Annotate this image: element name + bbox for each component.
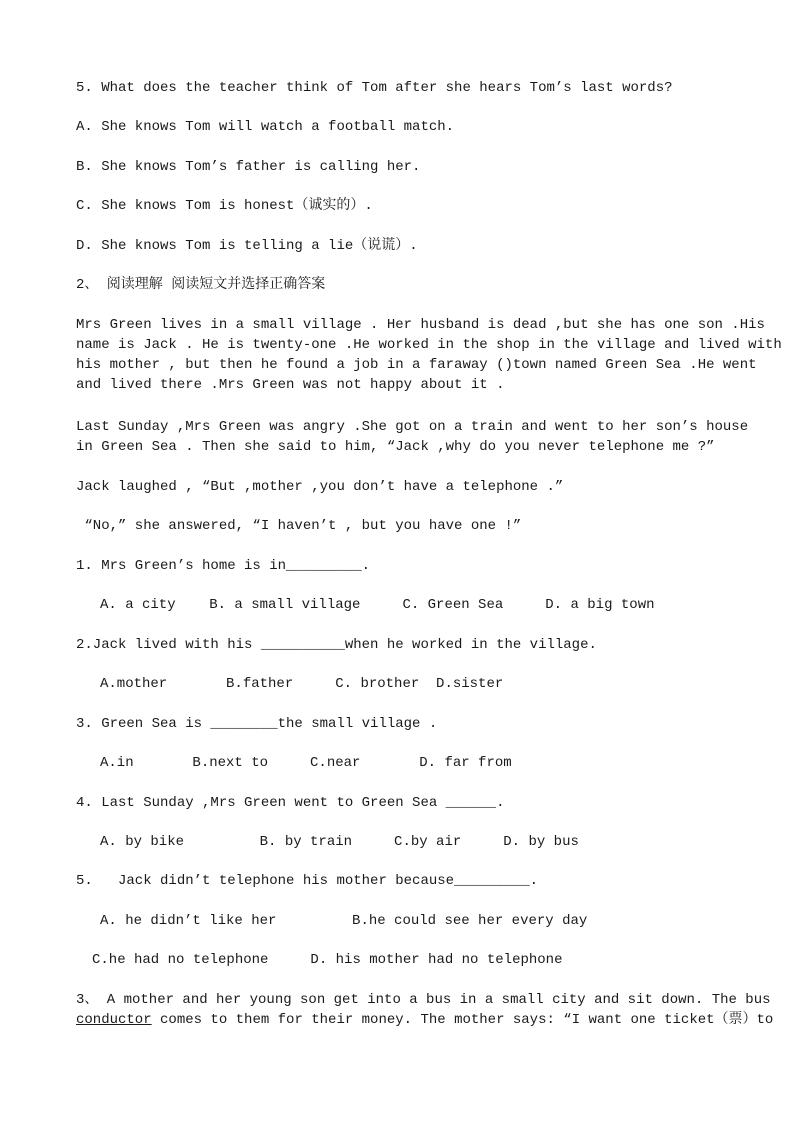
passage-paragraph-3: Jack laughed , “But ,mother ,you don’t have a telephone .” <box>76 479 564 495</box>
section-3-passage <box>76 990 774 1030</box>
passage-line: 3、 A mother and her young son get into a bus in a small city and sit down. The bus <box>76 992 771 1008</box>
question-4-options: A. by bike B. by train C.by air D. by bus <box>100 834 579 850</box>
underlined-word: conductor <box>76 1012 152 1028</box>
passage-line: Mrs Green lives in a small village . Her husband is dead ,but she has one son .His <box>76 317 765 333</box>
option-c: C. She knows Tom is honest（诚实的）. <box>76 198 373 214</box>
question-3-stem: 3. Green Sea is ________the small village . <box>76 716 438 732</box>
passage-line <box>76 1010 774 1030</box>
question-2-stem: 2.Jack lived with his __________when he worked in the village. <box>76 637 597 653</box>
question-5-stem: 5. Jack didn’t telephone his mother because_________. <box>76 873 539 889</box>
passage-text: comes to them for their money. The mother says: “I want one ticket（票）to <box>151 1012 774 1028</box>
question-1-stem: 1. Mrs Green’s home is in_________. <box>76 558 371 574</box>
option-a: A. She knows Tom will watch a football match. <box>76 119 455 135</box>
question-2-options: A.mother B.father C. brother D.sister <box>100 676 504 692</box>
question-stem: 5. What does the teacher think of Tom after she hears Tom’s last words? <box>76 80 673 96</box>
option-b: B. She knows Tom’s father is calling her. <box>76 159 421 175</box>
question-5-options: A. he didn’t like her B.he could see her every day <box>100 913 588 929</box>
passage-paragraph-1 <box>76 315 782 395</box>
option-d: D. She knows Tom is telling a lie（说谎）. <box>76 238 418 254</box>
passage-paragraph-4: “No,” she answered, “I haven’t , but you have one !” <box>76 518 522 534</box>
passage-line: name is Jack . He is twenty-one .He worked in the shop in the village and lived with <box>76 337 782 353</box>
question-3-options: A.in B.next to C.near D. far from <box>100 755 512 771</box>
question-5-options-line-2: C.he had no telephone D. his mother had no telephone <box>92 952 563 968</box>
passage-line: Last Sunday ,Mrs Green was angry .She got on a train and went to her son’s house <box>76 419 749 435</box>
passage-line: and lived there .Mrs Green was not happy about it . <box>76 377 505 393</box>
passage-paragraph-2 <box>76 417 749 457</box>
passage-line: his mother , but then he found a job in a faraway ()town named Green Sea .He went <box>76 357 757 373</box>
passage-line: in Green Sea . Then she said to him, “Jack ,why do you never telephone me ?” <box>76 439 715 455</box>
question-1-options: A. a city B. a small village C. Green Sea D. a big town <box>100 597 655 613</box>
section-heading: 2、 阅读理解 阅读短文并选择正确答案 <box>76 277 326 293</box>
question-4-stem: 4. Last Sunday ,Mrs Green went to Green Sea ______. <box>76 795 505 811</box>
